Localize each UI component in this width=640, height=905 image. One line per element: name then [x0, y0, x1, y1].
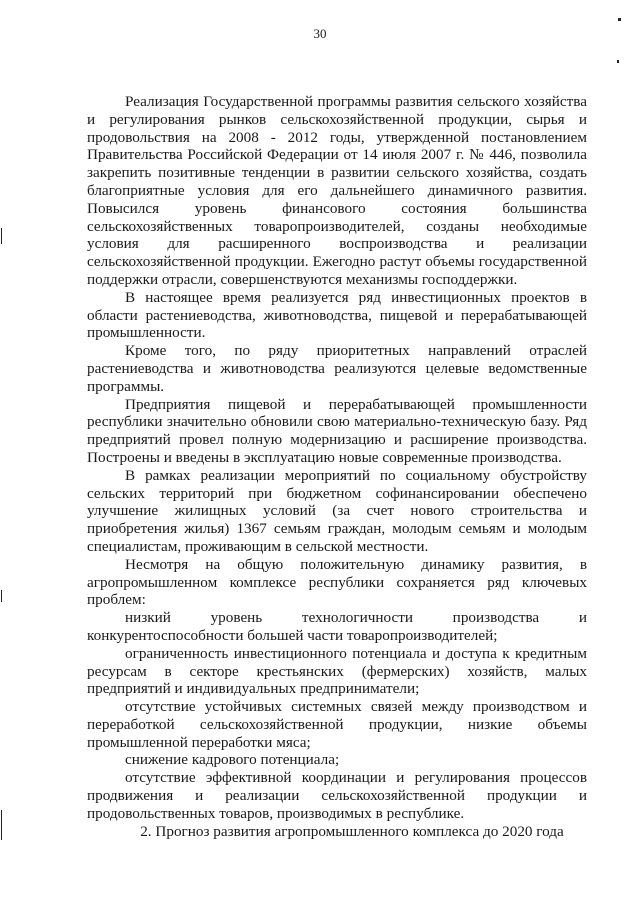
paragraph: В настоящее время реализуется ряд инвестиционных проектов в области растениеводства, животноводства, пищевой и перерабатывающей промышленности.: [87, 288, 587, 342]
paragraph: В рамках реализации мероприятий по социальному обустройству сельских территорий при бюджетном софинансировании обеспечено улучшение жилищных условий (за счет нового строительства и приобретения жилья) 1367 семьям граждан, молодым семьям и молодым специалистам, проживающим в сельской местности.: [87, 466, 587, 555]
problem-list-item: отсутствие эффективной координации и регулирования процессов продвижения и реализации сельскохозяйственной продукции и продовольственных товаров, производимых в республике.: [87, 769, 587, 822]
problem-list-item: снижение кадрового потенциала;: [125, 751, 340, 769]
paragraph: Несмотря на общую положительную динамику развития, в агропромышленном комплексе республики сохраняется ряд ключевых проблем:: [87, 555, 587, 609]
paragraph: Реализация Государственной программы развития сельского хозяйства и регулирования рынков сельскохозяйственной продукции, сырья и продовольствия на 2008 - 2012 годы, утвержденной постановлением Правительства Российской Федерации от 14 июля 2007 г. № 446, позволила закрепить позитивные тенденции в развитии сельского хозяйства, создать благоприятные условия для его дальнейшего динамичного развития. Повысился уровень финансового состояния большинства сельскохозяйственных товаропроизводителей, созданы необходимые условия для расширенного воспроизводства и реализации сельскохозяйственной продукции. Ежегодно растут объемы государственной поддержки отрасли, совершенствуются механизмы господдержки.: [87, 93, 587, 288]
problem-list-item: ограниченность инвестиционного потенциала и доступа к кредитным ресурсам в секторе крестьянских (фермерских) хозяйств, малых предприятий и индивидуальных предприниматели;: [87, 644, 587, 698]
scan-mark: [618, 18, 621, 21]
scan-mark: [1, 810, 2, 840]
page-number: 30: [313, 26, 327, 41]
problem-list-item: низкий уровень технологичности производства и конкурентоспособности большей части товаропроизводителей;: [87, 609, 587, 644]
scan-mark: [1, 590, 2, 602]
scan-mark: [617, 60, 619, 63]
paragraph: Кроме того, по ряду приоритетных направлений отраслей растениеводства и животноводства реализуются целевые ведомственные программы.: [87, 342, 587, 395]
section-heading: 2. Прогноз развития агропромышленного комплекса до 2020 года: [140, 823, 564, 840]
document-body: [87, 93, 587, 823]
scan-mark: [1, 228, 2, 244]
paragraph: Предприятия пищевой и перерабатывающей промышленности республики значительно обновили свою материально-техническую базу. Ряд предприятий провел полную модернизацию и расширение производства. Построены и введены в эксплуатацию новые современные производства.: [87, 395, 587, 466]
problem-list-item: отсутствие устойчивых системных связей между производством и переработкой сельскохозяйственной продукции, низкие объемы промышленной переработки мяса;: [87, 698, 587, 751]
